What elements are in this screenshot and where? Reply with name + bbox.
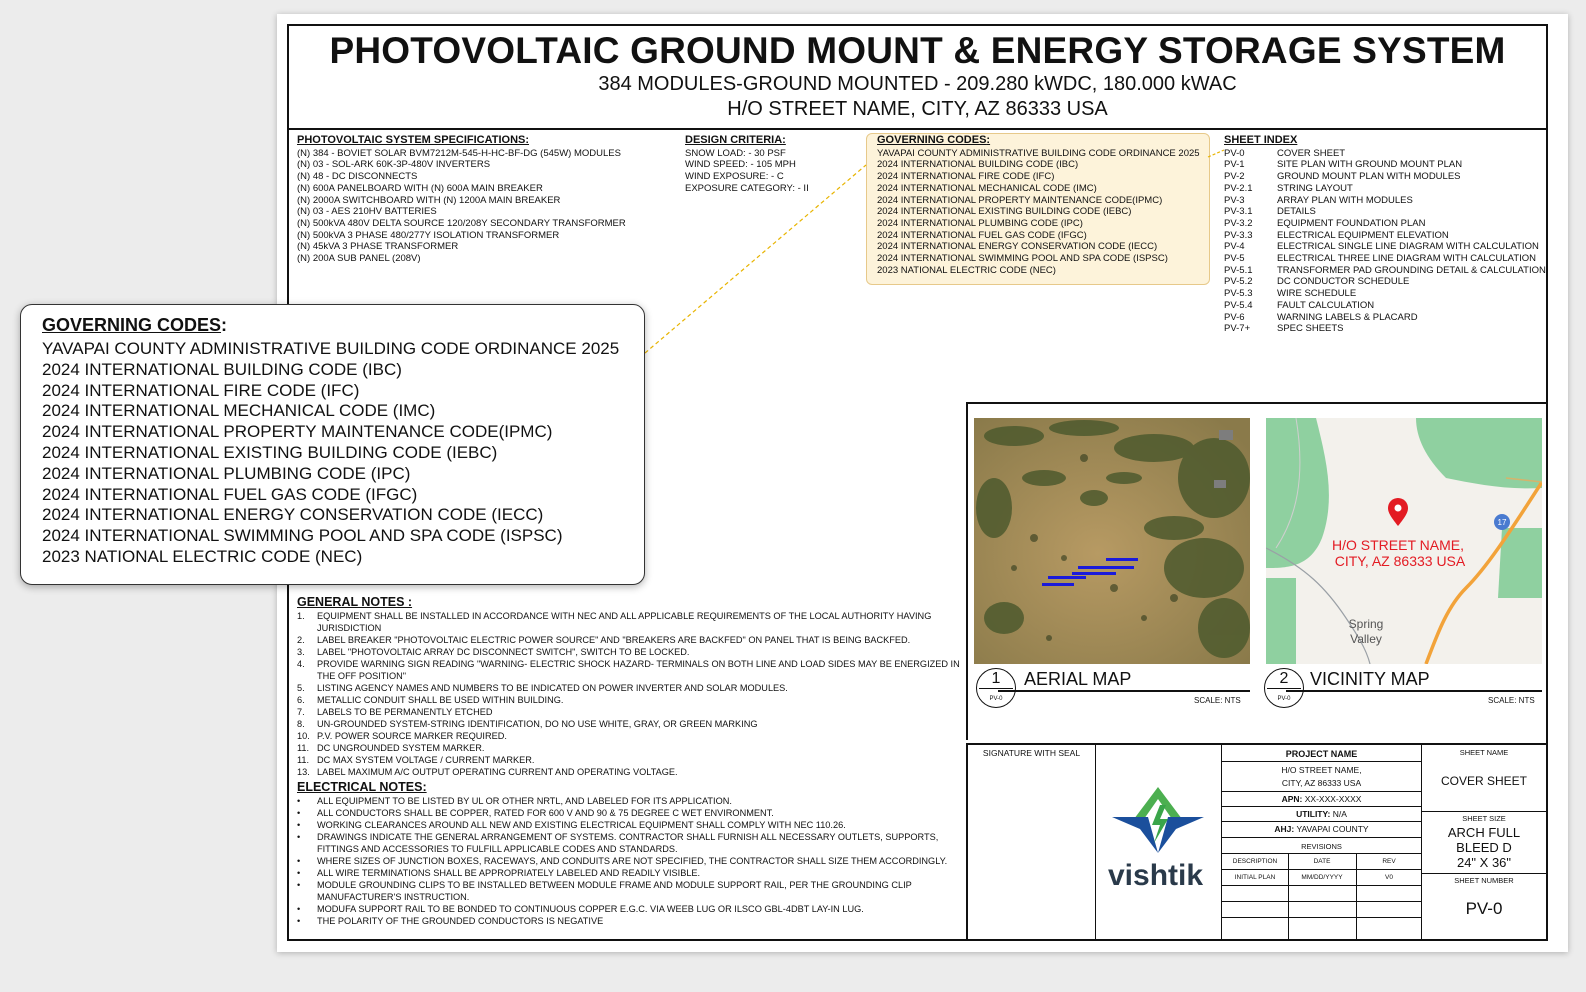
general-note: 7. LABELS TO BE PERMANENTLY ETCHED [297, 707, 493, 717]
spec-item: (N) 03 - AES 210HV BATTERIES [297, 206, 437, 218]
sheet-index-row: PV-2.1 STRING LAYOUT [1224, 182, 1353, 194]
notes-section [297, 595, 962, 927]
design-item: EXPOSURE CATEGORY: - II [685, 182, 809, 194]
spec-item: (N) 48 - DC DISCONNECTS [297, 171, 418, 183]
vicinity-detail-marker: 2 PV-0 [1264, 668, 1304, 708]
electrical-note: • THE POLARITY OF THE GROUNDED CONDUCTORS IS NEGATIVE [297, 916, 604, 926]
electrical-note: • WORKING CLEARANCES AROUND ALL NEW AND EXISTING ELECTRICAL EQUIPMENT SHALL COMPLY WITH NEC 110.26. [297, 820, 846, 830]
project-title: PHOTOVOLTAIC GROUND MOUNT & ENERGY STORAGE SYSTEM [329, 30, 1506, 71]
callout-heading: GOVERNING CODES: [42, 315, 228, 335]
spec-item: (N) 384 - BOVIET SOLAR BVM7212M-545-H-HC-BF-DG (545W) MODULES [297, 147, 621, 159]
spec-item: (N) 600A PANELBOARD WITH (N) 600A MAIN BREAKER [297, 182, 543, 194]
spec-item: (N) 500kVA 480V DELTA SOURCE 120/208Y SECONDARY TRANSFORMER [297, 217, 626, 229]
callout-code-item: 2024 INTERNATIONAL ENERGY CONSERVATION CODE (IECC) [42, 505, 544, 525]
code-item: 2024 INTERNATIONAL PROPERTY MAINTENANCE CODE(IPMC) [877, 194, 1163, 206]
vishtik-logo-icon [1110, 783, 1206, 857]
company-logo [1096, 745, 1222, 939]
electrical-note: • MODUFA SUPPORT RAIL TO BE BONDED TO CONTINUOUS COPPER E.G.C. VIA WEEB LUG OR ILSCO GBL-4DBT LAY-IN LUG. [297, 904, 864, 914]
aerial-scale: SCALE: NTS [1194, 696, 1241, 705]
code-item: 2024 INTERNATIONAL FIRE CODE (IFC) [877, 171, 1055, 183]
callout-code-item: 2024 INTERNATIONAL FIRE CODE (IFC) [42, 380, 360, 400]
pin-label-line2: CITY, AZ 86333 USA [1334, 553, 1466, 569]
design-item: SNOW LOAD: - 30 PSF [685, 147, 786, 159]
code-item: 2024 INTERNATIONAL SWIMMING POOL AND SPA CODE (ISPSC) [877, 253, 1168, 265]
sheet-index-row: PV-5.2 DC CONDUCTOR SCHEDULE [1224, 276, 1410, 288]
general-note: 2. LABEL BREAKER "PHOTOVOLTAIC ELECTRIC POWER SOURCE" AND "BREAKERS ARE BACKFED" ON PANEL THAT IS BEING BACKFED. [297, 635, 911, 645]
governing-codes-callout [20, 304, 645, 585]
sheet-info: SHEET NAME COVER SHEET SHEET SIZE ARCH FULL BLEED D 24" X 36" SHEET NUMBER PV-0 [1422, 745, 1546, 939]
sheet-index-row: PV-4 ELECTRICAL SINGLE LINE DIAGRAM WITH CALCULATION [1224, 241, 1539, 253]
general-notes-heading: GENERAL NOTES : [297, 595, 413, 609]
spec-item: (N) 03 - SOL-ARK 60K-3P-480V INVERTERS [297, 159, 491, 171]
project-info: PROJECT NAME H/O STREET NAME, CITY, AZ 86333 USA APN: XX-XXX-XXXX UTILITY: N/A AHJ: YAVAPAI COUNTY REVISIONS DESCRIPTION DATE REV INITIAL PLAN MM/DD/YYYY V0 [1222, 745, 1422, 939]
spec-item: (N) 500kVA 3 PHASE 480/277Y ISOLATION TRANSFORMER [297, 229, 560, 241]
sheet-index-row: PV-1 SITE PLAN WITH GROUND MOUNT PLAN [1224, 159, 1463, 171]
general-note: 4. PROVIDE WARNING SIGN READING "WARNING- ELECTRIC SHOCK HAZARD- TERMINALS ON BOTH LINE AND LOAD SIDES MAY BE ENERGIZED IN THE OFF POSITION" [297, 659, 960, 681]
sheet-index-row: PV-7+ SPEC SHEETS [1224, 323, 1344, 335]
sheet-number: PV-0 [1465, 899, 1503, 918]
specs-heading: PHOTOVOLTAIC SYSTEM SPECIFICATIONS: [297, 134, 530, 146]
sheet-index-row: PV-2 GROUND MOUNT PLAN WITH MODULES [1224, 171, 1461, 183]
spec-item: (N) 45kVA 3 PHASE TRANSFORMER [297, 241, 459, 253]
callout-code-item: YAVAPAI COUNTY ADMINISTRATIVE BUILDING CODE ORDINANCE 2025 [42, 339, 620, 358]
electrical-note: • DRAWINGS INDICATE THE GENERAL ARRANGEMENT OF SYSTEMS. CONTRACTOR SHALL FURNISH ALL NECESSARY OUTLETS, SUPPORTS, FITTINGS AND ACCESSORIES TO FULFILL APPLICABLE CODES AND STANDARDS. [297, 832, 939, 854]
codes-heading: GOVERNING CODES: [877, 134, 991, 146]
aerial-map-title: AERIAL MAP [1024, 669, 1132, 689]
code-item: 2024 INTERNATIONAL MECHANICAL CODE (IMC) [877, 182, 1097, 194]
pin-label-line1: H/O STREET NAME, [1332, 537, 1464, 553]
general-note: 10. P.V. POWER SOURCE MARKER REQUIRED. [297, 731, 507, 741]
sheet-index-row: PV-3.1 DETAILS [1224, 206, 1316, 218]
electrical-note: • WHERE SIZES OF JUNCTION BOXES, RACEWAYS, AND CONDUITS ARE NOT SPECIFIED, THE CONTRACTOR SHALL SIZE THEM ACCORDINGLY. [297, 856, 948, 866]
design-item: WIND EXPOSURE: - C [685, 171, 784, 183]
callout-code-item: 2024 INTERNATIONAL PROPERTY MAINTENANCE CODE(IPMC) [42, 422, 553, 442]
general-note: 11. DC MAX SYSTEM VOLTAGE / CURRENT MARKER. [297, 755, 535, 765]
sheet-index-row: PV-0 COVER SHEET [1224, 147, 1346, 159]
callout-code-item: 2024 INTERNATIONAL SWIMMING POOL AND SPA CODE (ISPSC) [42, 526, 563, 546]
vicinity-map-image [1266, 418, 1542, 664]
code-item: 2024 INTERNATIONAL ENERGY CONSERVATION CODE (IECC) [877, 241, 1158, 253]
sheet-index-row: PV-5.1 TRANSFORMER PAD GROUNDING DETAIL & CALCULATION [1224, 264, 1546, 276]
electrical-note: • MODULE GROUNDING CLIPS TO BE INSTALLED BETWEEN MODULE FRAME AND MODULE SUPPORT RAIL, PER THE GROUNDING CLIP MANUFACTURER'S INSTRUCTION. [297, 880, 912, 902]
sheet-index-row: PV-5 ELECTRICAL THREE LINE DIAGRAM WITH CALCULATION [1224, 253, 1537, 265]
project-address: H/O STREET NAME, CITY, AZ 86333 USA [727, 98, 1108, 120]
sheet-index-row: PV-5.4 FAULT CALCULATION [1224, 299, 1375, 311]
callout-code-item: 2024 INTERNATIONAL MECHANICAL CODE (IMC) [42, 401, 436, 421]
sheet-index-row: PV-3 ARRAY PLAN WITH MODULES [1224, 194, 1413, 206]
general-note: 13. LABEL MAXIMUM A/C OUTPUT OPERATING CURRENT AND OPERATING VOLTAGE. [297, 767, 678, 777]
design-item: WIND SPEED: - 105 MPH [685, 159, 796, 171]
design-heading: DESIGN CRITERIA: [685, 134, 786, 146]
sheet-index-row: PV-6 WARNING LABELS & PLACARD [1224, 311, 1418, 323]
code-item: 2024 INTERNATIONAL EXISTING BUILDING CODE (IEBC) [877, 206, 1132, 218]
general-note: 1. EQUIPMENT SHALL BE INSTALLED IN ACCORDANCE WITH NEC AND ALL APPLICABLE REQUIREMENTS OF THE LOCAL AUTHORITY HAVING JURISDICTION [297, 611, 932, 633]
callout-code-item: 2024 INTERNATIONAL PLUMBING CODE (IPC) [42, 463, 411, 483]
spec-item: (N) 200A SUB PANEL (208V) [297, 253, 421, 265]
sheet-name: COVER SHEET [1440, 774, 1527, 788]
code-item: 2024 INTERNATIONAL BUILDING CODE (IBC) [877, 159, 1079, 171]
general-note: 11. DC UNGROUNDED SYSTEM MARKER. [297, 743, 485, 753]
sheet-index-row: PV-3.2 EQUIPMENT FOUNDATION PLAN [1224, 217, 1426, 229]
vicinity-scale: SCALE: NTS [1488, 696, 1535, 705]
electrical-note: • ALL CONDUCTORS SHALL BE COPPER, RATED FOR 600 V AND 90 & 75 DEGREE C WET ENVIRONMENT. [297, 808, 774, 818]
electrical-notes-heading: ELECTRICAL NOTES: [297, 780, 427, 794]
aerial-detail-marker: 1 PV-0 [976, 668, 1016, 708]
electrical-note: • ALL EQUIPMENT TO BE LISTED BY UL OR OTHER NRTL, AND LABELED FOR ITS APPLICATION. [297, 796, 732, 806]
sheet-index-row: PV-5.3 WIRE SCHEDULE [1224, 288, 1357, 300]
map-panel [966, 402, 1546, 740]
aerial-map-image [974, 418, 1250, 664]
title-block [966, 743, 1546, 939]
place-label-line2: Valley [1350, 632, 1382, 646]
sheet-index-heading: SHEET INDEX [1224, 134, 1298, 146]
code-item: 2024 INTERNATIONAL FUEL GAS CODE (IFGC) [877, 229, 1087, 241]
callout-code-item: 2024 INTERNATIONAL BUILDING CODE (IBC) [42, 359, 402, 379]
callout-code-item: 2024 INTERNATIONAL FUEL GAS CODE (IFGC) [42, 484, 418, 504]
logo-wordmark: vishtik [1108, 859, 1204, 892]
code-item: YAVAPAI COUNTY ADMINISTRATIVE BUILDING CODE ORDINANCE 2025 [877, 147, 1200, 159]
general-note: 6. METALLIC CONDUIT SHALL BE USED WITHIN BUILDING. [297, 695, 564, 705]
general-note: 3. LABEL "PHOTOVOLTAIC ARRAY DC DISCONNECT SWITCH", SWITCH TO BE LOCKED. [297, 647, 690, 657]
sheet-index-row: PV-3.3 ELECTRICAL EQUIPMENT ELEVATION [1224, 229, 1449, 241]
place-label-line1: Spring [1348, 617, 1384, 631]
code-item: 2023 NATIONAL ELECTRIC CODE (NEC) [877, 264, 1056, 276]
system-size: 384 MODULES-GROUND MOUNTED - 209.280 kWDC, 180.000 kWAC [598, 73, 1237, 95]
callout-code-item: 2023 NATIONAL ELECTRIC CODE (NEC) [42, 546, 363, 566]
general-note: 8. UN-GROUNDED SYSTEM-STRING IDENTIFICATION, DO NO USE WHITE, GRAY, OR GREEN MARKING [297, 719, 758, 729]
general-note: 5. LISTING AGENCY NAMES AND NUMBERS TO BE INDICATED ON POWER INVERTER AND SOLAR MODULES. [297, 683, 788, 693]
vicinity-map-title: VICINITY MAP [1310, 669, 1430, 689]
electrical-note: • ALL WIRE TERMINATIONS SHALL BE APPROPRIATELY LABELED AND READILY VISIBLE. [297, 868, 701, 878]
spec-item: (N) 2000A SWITCHBOARD WITH (N) 1200A MAIN BREAKER [297, 194, 561, 206]
callout-code-item: 2024 INTERNATIONAL EXISTING BUILDING CODE (IEBC) [42, 442, 498, 462]
signature-label: SIGNATURE WITH SEAL [982, 748, 1081, 758]
interstate-shield-icon: 17 [1497, 518, 1507, 527]
code-item: 2024 INTERNATIONAL PLUMBING CODE (IPC) [877, 217, 1083, 229]
